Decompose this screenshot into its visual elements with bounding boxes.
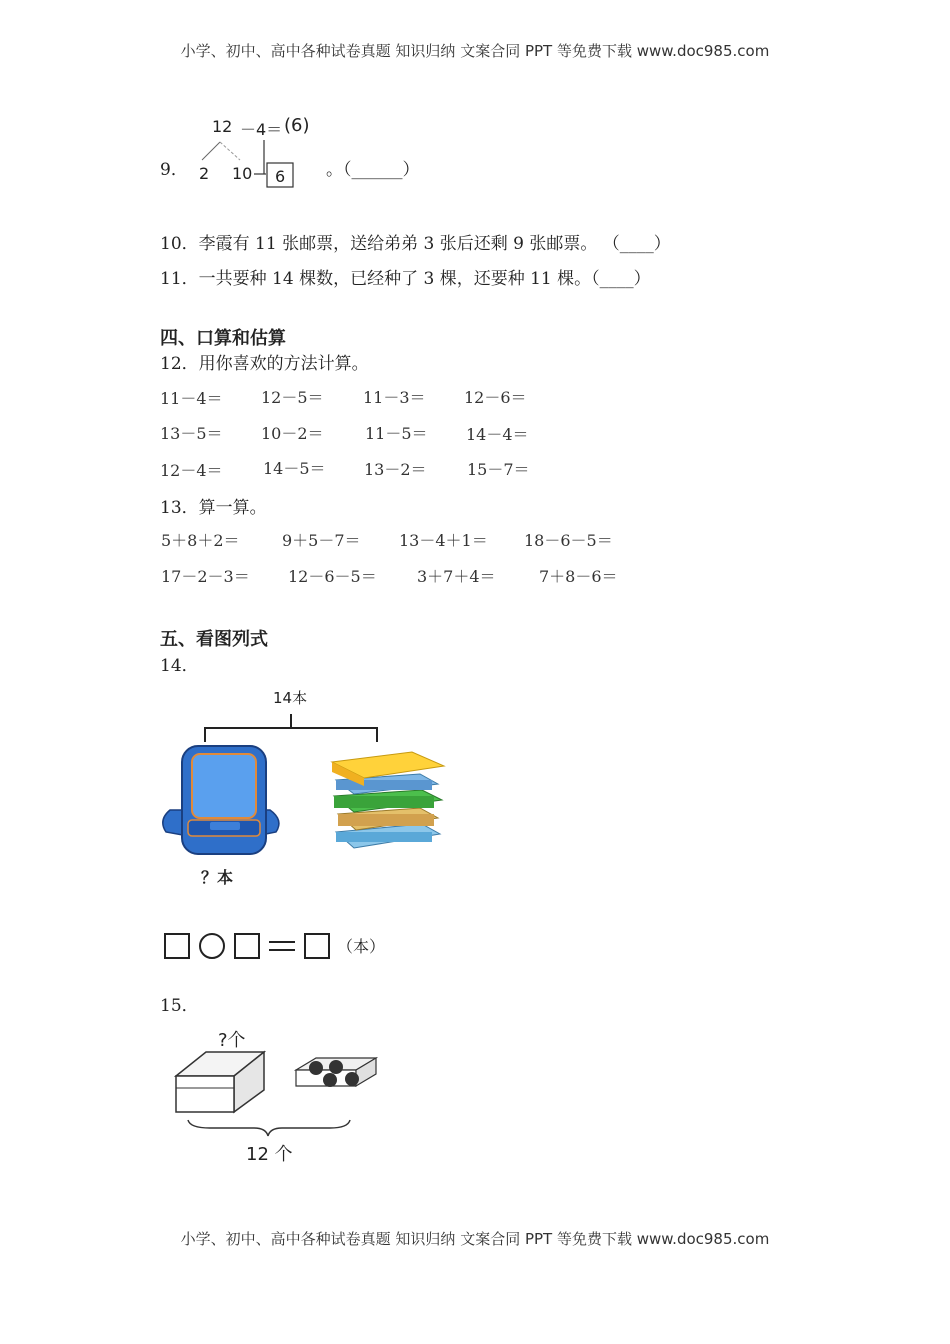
q9-expr-mid: －4＝: [240, 120, 283, 139]
section4-title: 四、口算和估算: [160, 328, 286, 349]
section5-title: 五、看图列式: [160, 629, 268, 650]
q9-expr-left: 12: [212, 117, 233, 136]
q13-r2-c4: 7＋8－6＝: [539, 567, 618, 586]
q10-text: 10．李霞有 11 张邮票，送给弟弟 3 张后还剩 9 张邮票。 （____）: [160, 234, 671, 254]
q13-r2-c1: 17－2－3＝: [161, 567, 250, 586]
q12-r2-c3: 11－5＝: [365, 424, 428, 443]
q15-total-label: 12 个: [246, 1144, 293, 1165]
q13-r1-c4: 18－6－5＝: [524, 531, 613, 550]
page-header: 小学、初中、高中各种试卷真题 知识归纳 文案合同 PPT 等免费下载 www.doc985.com: [180, 42, 770, 60]
q14-unit: （本）: [337, 937, 386, 956]
backpack-illustration: [158, 740, 288, 860]
q15-number: 15．: [160, 996, 199, 1016]
q14-total-label: 14本: [273, 689, 308, 707]
q9-box-value: 6: [275, 167, 286, 186]
q12-r1-c1: 11－4＝: [160, 389, 223, 408]
q9-split-lines: [192, 112, 332, 192]
q12-r2-c4: 14－4＝: [466, 425, 529, 444]
q12-r3-c2: 14－5＝: [263, 459, 326, 478]
q12-r3-c1: 12－4＝: [160, 461, 223, 480]
q12-r3-c3: 13－2＝: [364, 460, 427, 479]
q12-r1-c3: 11－3＝: [363, 388, 426, 407]
q12-title: 12．用你喜欢的方法计算。: [160, 354, 369, 374]
q13-r2-c3: 3＋7＋4＝: [417, 567, 496, 586]
books-illustration: [330, 748, 450, 860]
q12-r1-c2: 12－5＝: [261, 388, 324, 407]
q13-r1-c2: 9＋5－7＝: [282, 531, 361, 550]
q9-figure: [192, 112, 332, 192]
q12-r2-c1: 13－5＝: [160, 424, 223, 443]
q15-unknown-label: ?个: [218, 1030, 246, 1051]
q9-split-a: 2: [199, 164, 210, 183]
q14-unknown-label: ？本: [201, 868, 234, 887]
q13-title: 13．算一算。: [160, 498, 267, 518]
q12-r2-c2: 10－2＝: [261, 424, 324, 443]
q13-r1-c3: 13－4＋1＝: [399, 531, 488, 550]
q14-equation: [163, 931, 423, 961]
q9-number: 9．: [160, 160, 188, 180]
q14-equation-shapes: [163, 931, 333, 961]
q12-r3-c4: 15－7＝: [467, 460, 530, 479]
q13-r1-c1: 5＋8＋2＝: [161, 531, 240, 550]
q14-number: 14．: [160, 656, 199, 676]
page-footer: 小学、初中、高中各种试卷真题 知识归纳 文案合同 PPT 等免费下载 www.doc985.com: [180, 1230, 770, 1248]
q9-expr-answer: (6): [284, 115, 310, 136]
q15-figure: [170, 1024, 390, 1164]
q9-suffix: 。（______）: [326, 160, 420, 180]
q13-r2-c2: 12－6－5＝: [288, 567, 377, 586]
q9-split-b: 10: [232, 164, 253, 183]
q12-r1-c4: 12－6＝: [464, 388, 527, 407]
q14-figure: [158, 684, 458, 894]
q11-text: 11．一共要种 14 棵数，已经种了 3 棵，还要种 11 棵。（____）: [160, 269, 651, 289]
